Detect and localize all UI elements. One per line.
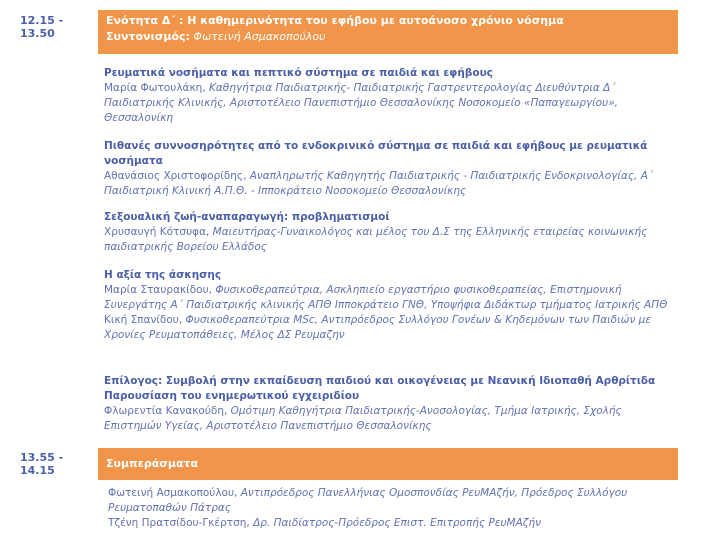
talk-title: Πιθανές συννοσηρότητες από το ενδοκρινικό σύστημα σε παιδιά και εφήβους με ρευματικά νοσήματα xyxy=(104,140,648,167)
speaker xyxy=(104,283,674,313)
session-time: 12.15 - 13.50 xyxy=(20,14,64,40)
session-header xyxy=(98,10,678,54)
speaker-affiliation: Αντιπρόεδρος Πανελλήνιας Ομοσπονδίας ΡευΜΑζήν, Πρόεδρος Συλλόγου Ρευματοπαθών Πάτρας xyxy=(108,487,628,514)
talk-item xyxy=(104,210,674,255)
speaker-name: Τζένη Πρατσίδου-Γκέρτση, xyxy=(108,517,250,529)
talk-title: Επίλογος: Συμβολή στην εκπαίδευση παιδιού και οικογένειας με Νεανική Ιδιοπαθή Αρθρίτιδα Παρουσίαση του ενημερωτικού εγχειριδίου xyxy=(104,375,656,402)
speaker-name: Αθανάσιος Χριστοφορίδης, xyxy=(104,170,247,182)
speaker-affiliation: Καθηγήτρια Παιδιατρικής- Παιδιατρικής Γαστρεντερολογίας Διευθύντρια Δ΄ Παιδιατρικής Κλινικής, Αριστοτέλειο Πανεπιστήμιο Θεσσαλονίκης Νοσοκομείο «Παπαγεωργίου», Θεσσαλονίκη xyxy=(104,82,618,124)
talk-item xyxy=(104,268,674,343)
speaker-name: Χρυσαυγή Κότσυφα, xyxy=(104,226,210,238)
talk-item xyxy=(104,139,674,199)
speakers-list xyxy=(108,486,678,531)
speaker xyxy=(104,313,674,343)
speaker xyxy=(104,404,674,434)
talk-item xyxy=(104,374,674,434)
coordinator-name: Φωτεινή Ασμακοπούλου xyxy=(189,30,326,43)
speaker-affiliation: Φυσικοθεραπεύτρια, Ασκληπιείο εργαστήριο φυσικοθεραπείας, Επιστημονική Συνεργάτης Α΄ Παιδιατρικής κλινικής ΑΠΘ Ιπποκράτειο ΓΝΘ, Υποψήφια Διδάκτωρ τμήματος Ιατρικής ΑΠΘ xyxy=(104,284,668,311)
talk-title: Η αξία της άσκησης xyxy=(104,269,222,281)
talk-title: Σεξουαλική ζωή-αναπαραγωγή: προβληματισμοί xyxy=(104,211,390,223)
speaker xyxy=(104,169,674,199)
speaker-affiliation: Μαιευτήρας-Γυναικολόγος και μέλος του Δ.Σ της Ελληνικής εταιρείας κοινωνικής παιδιατρικής Βορείου Ελλάδος xyxy=(104,226,648,253)
speaker-name: Μαρία Φωτουλάκη, xyxy=(104,82,206,94)
speaker-affiliation: Φυσικοθεραπεύτρια MSc, Αντιπρόεδρος Συλλόγου Γονέων & Κηδεμόνων των Παιδιών με Χρονίες Ρευματοπάθειες, Μέλος ΔΣ Ρευμαζην xyxy=(104,314,652,341)
speaker-name: Φωτεινή Ασμακοπούλου, xyxy=(108,487,238,499)
speaker xyxy=(104,81,674,126)
talk-item xyxy=(104,66,674,126)
coordinator-label: Συντονισμός: xyxy=(106,30,190,43)
speaker-name: Μαρία Σταυρακίδου, xyxy=(104,284,212,296)
talk-title: Ρευματικά νοσήματα και πεπτικό σύστημα σε παιδιά και εφήβους xyxy=(104,67,493,79)
speaker xyxy=(108,486,678,516)
speaker-name: Φλωρεντία Κανακούδη, xyxy=(104,405,228,417)
speaker-affiliation: Δρ. Παιδίατρος-Πρόεδρος Επιστ. Επιτροπής ΡευΜΑζήν xyxy=(249,517,542,529)
session-title: Ενότητα Δ΄ : Η καθημερινότητα του εφήβου με αυτοάνοσο χρόνιο νόσημα xyxy=(106,14,564,27)
speaker-affiliation: Αναπληρωτής Καθηγητής Παιδιατρικής - Παιδιατρικής Ενδοκρινολογίας, Α΄ Παιδιατρική Κλινική Α.Π.Θ. - Ιπποκράτειο Νοσοκομείο Θεσσαλονίκης xyxy=(104,170,654,197)
session-time: 13.55 - 14.15 xyxy=(20,451,64,477)
speaker xyxy=(108,516,678,531)
session-title: Συμπεράσματα xyxy=(106,457,199,470)
session-header xyxy=(98,448,678,480)
speaker xyxy=(104,225,674,255)
speaker-affiliation: Ομότιμη Καθηγήτρια Παιδιατρικής-Ανοσολογίας, Τμήμα Ιατρικής, Σχολής Επιστημών Υγείας, Αριστοτέλειο Πανεπιστήμιο Θεσσαλονίκης xyxy=(104,405,622,432)
speaker-name: Κική Σπανίδου, xyxy=(104,314,183,326)
